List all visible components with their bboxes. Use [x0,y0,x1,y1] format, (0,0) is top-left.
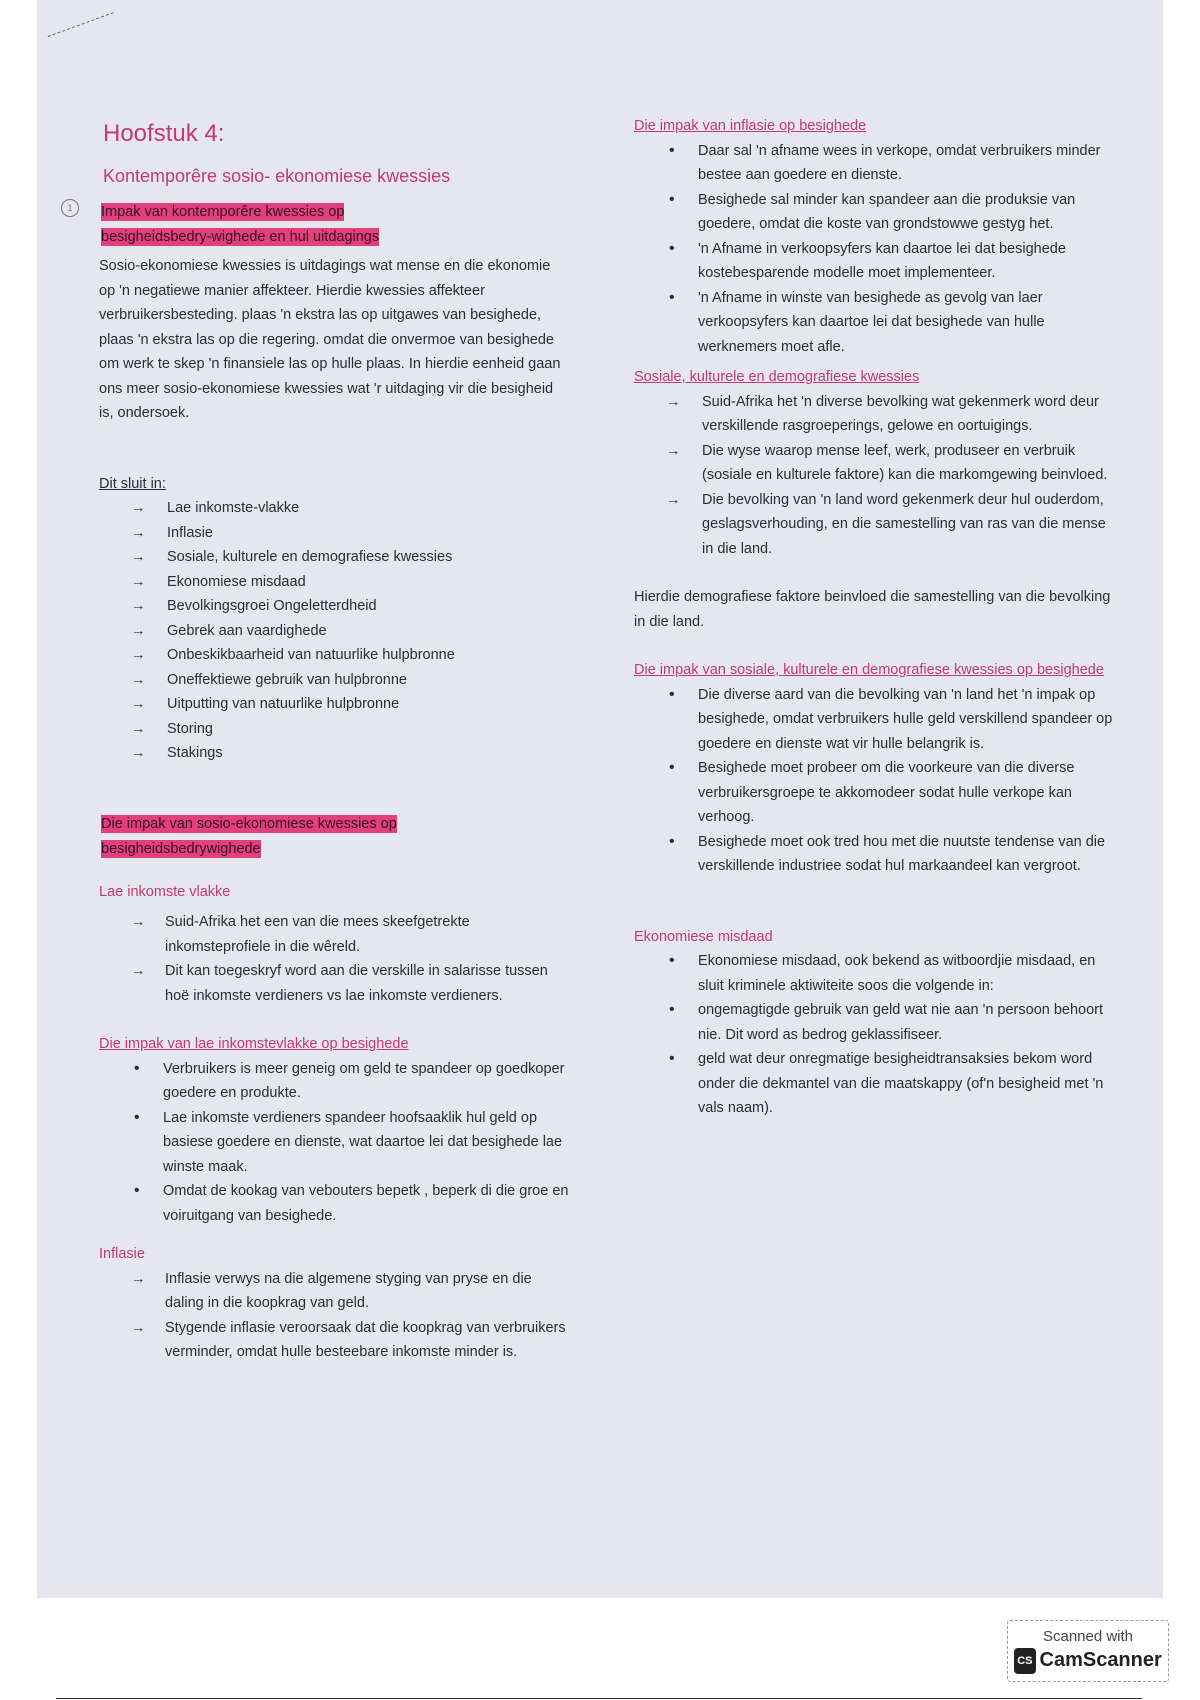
watermark-line2: CamScanner [1039,1649,1162,1671]
chapter-subtitle: Kontemporêre sosio- ekonomiese kwessies [103,166,451,186]
list-item: → Stygende inflasie veroorsaak dat die koopkrag van verbruikers verminder, omdat hulle besteebare inkomste minder is. [99,1316,569,1365]
list-item: → Dit kan toegeskryf word aan die verskille in salarisse tussen hoë inkomste verdieners vs lae inkomste verdieners. [99,959,569,1008]
intro-heading: Impak van kontemporêre kwessies op besigheidsbedry-wighede en hul uitdagings [101,204,380,245]
inflation-impact-list [634,139,1114,360]
list-item: → Stakings [99,741,569,766]
inflation-impact-heading: Die impak van inflasie op besighede [634,118,867,134]
social-list [634,390,1114,562]
list-item: • Die diverse aard van die bevolking van 'n land het 'n impak op besighede, omdat verbruikers hulle geld verskillend spandeer op goedere en dienste wat vir hulle belangrik is. [634,683,1114,757]
list-item: → Die bevolking van 'n land word gekenmerk deur hul ouderdom, geslagsverhouding, en die samestelling van ras van die mense in die land. [634,488,1114,562]
list-item: • Ekonomiese misdaad, ook bekend as witboordjie misdaad, en sluit kriminele aktiwiteite soos die volgende in: [634,949,1114,998]
list-item: • Daar sal 'n afname wees in verkope, omdat verbruikers minder bestee aan goedere en dienste. [634,139,1114,188]
left-column [99,118,569,1365]
watermark-line2-wrap [1008,1648,1168,1674]
list-item: • geld wat deur onregmatige besigheidtransaksies bekom word onder die dekmantel van die maatskappy (of'n besigheid met 'n vals naam). [634,1047,1114,1121]
crime-list [634,949,1114,1121]
low-income-heading: Lae inkomste vlakke [99,883,231,900]
list-item: → Storing [99,717,569,742]
includes-list [99,496,569,766]
low-income-impact-list [99,1057,569,1229]
list-item: • 'n Afname in winste van besighede as gevolg van laer verkoopsyfers kan daartoe lei dat besighede van hulle werknemers moet afle. [634,286,1114,360]
social-heading: Sosiale, kulturele en demografiese kwessies [634,369,920,385]
list-item: → Suid-Afrika het een van die mees skeefgetrekte inkomsteprofiele in die wêreld. [99,910,569,959]
bottom-rule [56,1698,1142,1699]
intro-paragraph: Sosio-ekonomiese kwessies is uitdagings wat mense en die ekonomie op 'n negatiewe manier affekteer. Hierdie kwessies affekteer verbruikersbesteding. plaas 'n ekstra las op uitgawes van besighede, plaas 'n ekstra las op die regering. omdat die onvermoe van besighede om werk te skep 'n finansiele las op hulle plaas. In hierdie eenheid gaan ons meer sosio-ekonomiese kwessies wat 'r uitdaging vir die besigheid is, ondersoek. [99,258,561,421]
impact-heading-box [101,812,431,862]
inflation-heading: Inflasie [99,1246,145,1262]
list-item: • 'n Afname in verkoopsyfers kan daartoe lei dat besighede kostebesparende modelle moet implementeer. [634,237,1114,286]
list-item: → Die wyse waarop mense leef, werk, produseer en verbruik (sosiale en kulturele faktore) kan die markomgewing beinvloed. [634,439,1114,488]
list-item: → Suid-Afrika het 'n diverse bevolking wat gekenmerk word deur verskillende rasgroeperings, gelowe en oortuigings. [634,390,1114,439]
list-item: → Inflasie [99,521,569,546]
list-item: → Ekonomiese misdaad [99,570,569,595]
list-item: → Gebrek aan vaardighede [99,619,569,644]
watermark-line1: Scanned with [1042,1628,1134,1645]
low-income-list [99,910,569,1008]
social-impact-heading: Die impak van sosiale, kulturele en demografiese kwessies op besighede [634,662,1104,678]
includes-label: Dit sluit in: [99,475,166,492]
crime-heading: Ekonomiese misdaad [634,928,773,945]
list-item: • Verbruikers is meer geneig om geld te spandeer op goedkoper goedere en produkte. [99,1057,569,1106]
inflation-list [99,1267,569,1365]
list-item: • Besighede sal minder kan spandeer aan die produksie van goedere, omdat die koste van grondstowwe gestyg het. [634,188,1114,237]
social-paragraph: Hierdie demografiese faktore beinvloed die samestelling van die bevolking in die land. [634,589,1111,630]
right-column [634,114,1114,1121]
list-item: → Onbeskikbaarheid van natuurlike hulpbronne [99,643,569,668]
camscanner-logo-icon: CS [1014,1648,1035,1674]
list-item: → Lae inkomste-vlakke [99,496,569,521]
intro-heading-box [101,200,431,250]
impact-heading: Die impak van sosio-ekonomiese kwessies op besigheidsbedrywighede [101,815,397,857]
list-item: • Omdat de kookag van vebouters bepetk , beperk di die groe en voiruitgang van besighede. [99,1179,569,1228]
margin-circle-mark: 1 [61,199,79,217]
list-item: • ongemagtigde gebruik van geld wat nie aan 'n persoon behoort nie. Dit word as bedrog geklassifiseer. [634,998,1114,1047]
camscanner-watermark [1007,1620,1169,1682]
list-item: • Lae inkomste verdieners spandeer hoofsaaklik hul geld op basiese goedere en dienste, wat daartoe lei dat besighede lae winste maak. [99,1106,569,1180]
list-item: → Uitputting van natuurlike hulpbronne [99,692,569,717]
list-item: → Oneffektiewe gebruik van hulpbronne [99,668,569,693]
list-item: → Sosiale, kulturele en demografiese kwessies [99,545,569,570]
list-item: → Bevolkingsgroei Ongeletterdheid [99,594,569,619]
low-income-impact-heading: Die impak van lae inkomstevlakke op besighede [99,1036,409,1052]
list-item: • Besighede moet ook tred hou met die nuutste tendense van die verskillende industriee sodat hul markaandeel kan vergroot. [634,830,1114,879]
social-impact-list [634,683,1114,879]
list-item: → Inflasie verwys na die algemene styging van pryse en die daling in die koopkrag van geld. [99,1267,569,1316]
list-item: • Besighede moet probeer om die voorkeure van die diverse verbruikersgroepe te akkomodeer sodat hulle verkope kan verhoog. [634,756,1114,830]
chapter-title: Hoofstuk 4: [103,120,225,147]
